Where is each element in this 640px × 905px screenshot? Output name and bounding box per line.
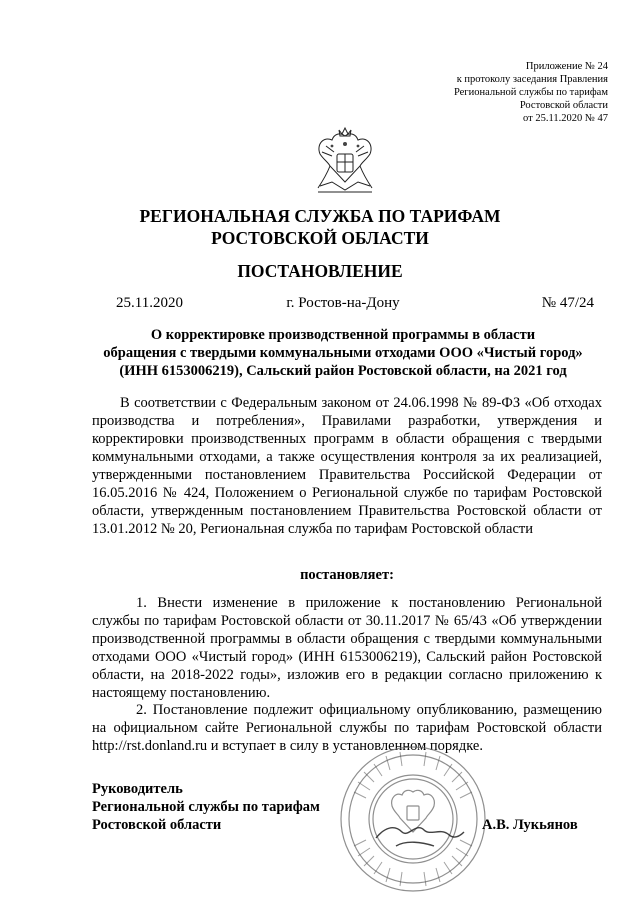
document-city: г. Ростов-на-Дону — [286, 295, 400, 311]
signatory-title-line: Руководитель — [92, 781, 183, 797]
subject-line: О корректировке производственной программы в области — [150, 327, 536, 343]
annex-line: Ростовской области — [519, 100, 608, 111]
organization-title-line: РОСТОВСКОЙ ОБЛАСТИ — [211, 228, 429, 248]
signatory-name: А.В. Лукьянов — [482, 817, 578, 833]
decree-item-1: 1. Внести изменение в приложение к постановлению Региональной службы по тарифам Ростовской области от 30.11.2017 № 65/43 «Об утверждении производственной программы в области обращения с твердыми коммунальными отходами ООО «Чистый город» (ИНН 6153006219), Сальский район Ростовской области, на 2018-2022 годы», изложив его в редакции согласно приложению к настоящему постановлению. — [92, 595, 602, 701]
organization-title-line: РЕГИОНАЛЬНАЯ СЛУЖБА ПО ТАРИФАМ — [139, 206, 501, 226]
subject-line: (ИНН 6153006219), Сальский район Ростовской области, на 2021 год — [119, 363, 567, 379]
subject-line: обращения с твердыми коммунальными отходами ООО «Чистый город» — [103, 345, 583, 361]
document-date: 25.11.2020 — [116, 295, 183, 311]
signatory-title-line: Региональной службы по тарифам — [92, 799, 320, 815]
document-number: № 47/24 — [541, 295, 594, 311]
document-type: ПОСТАНОВЛЕНИЕ — [237, 261, 403, 281]
decree-item-2: 2. Постановление подлежит официальному опубликованию, размещению на официальном сайте Региональной службы по тарифам Ростовской области http://rst.donland.ru и вступает в силу в установленном порядке. — [92, 702, 602, 754]
annex-line: Региональной службы по тарифам — [453, 87, 608, 98]
official-seal-icon — [336, 742, 490, 896]
document-meta — [92, 294, 594, 312]
annex-line: к протоколу заседания Правления — [456, 74, 608, 85]
decree-word: постановляет: — [300, 567, 394, 583]
annex-line: от 25.11.2020 № 47 — [523, 113, 608, 124]
organization-title — [80, 205, 560, 249]
annex-line: Приложение № 24 — [525, 61, 608, 72]
signatory-title-line: Ростовской области — [92, 817, 222, 833]
document-subject — [88, 326, 598, 380]
annex-note — [454, 60, 608, 125]
signatory-title — [92, 780, 320, 834]
coat-of-arms-icon — [306, 124, 384, 202]
intro-paragraph: В соответствии с Федеральным законом от 24.06.1998 № 89-ФЗ «Об отходах производства и потребления», Правилами разработки, утверждения и корректировки производственных программ в области обращения с твердыми коммунальными отходами, а также осуществления контроля за их реализацией, утвержденными постановлением Правительства Российской Федерации от 16.05.2016 № 424, Положением о Региональной службе по тарифам Ростовской области, утвержденным постановлением Правительства Ростовской области от 13.01.2012 № 20, Региональная служба по тарифам Ростовской области — [92, 395, 602, 537]
